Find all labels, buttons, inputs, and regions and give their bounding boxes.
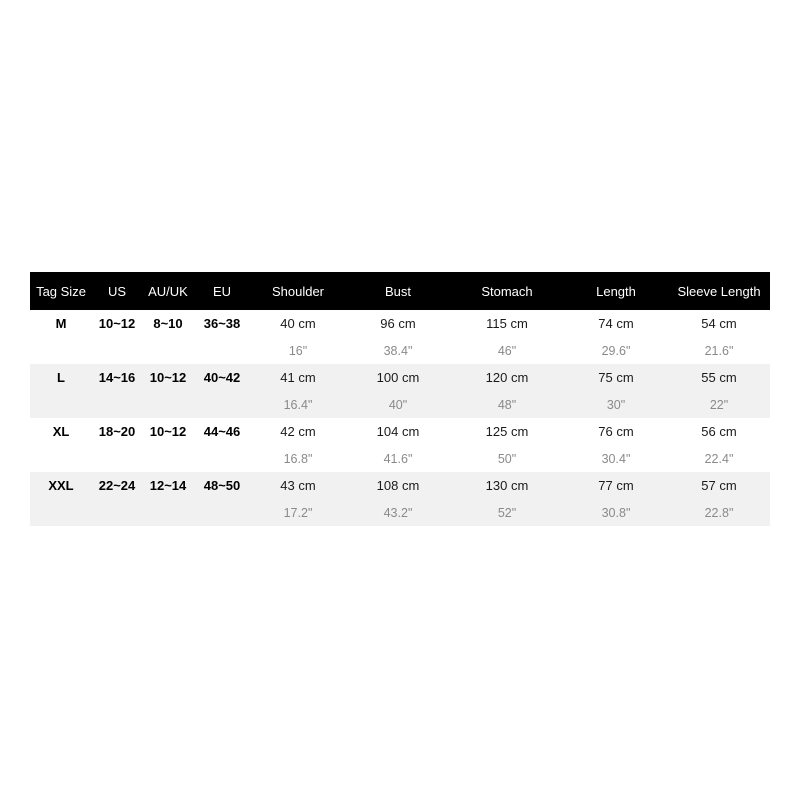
tag-size-cell: M xyxy=(55,316,67,331)
stomach-cm: 120 cm xyxy=(485,370,529,385)
length-cm: 77 cm xyxy=(598,478,634,493)
bust-inch: 40" xyxy=(388,397,408,412)
stomach-cm: 125 cm xyxy=(485,424,529,439)
length-cm: 76 cm xyxy=(598,424,634,439)
table-header-row xyxy=(30,272,770,310)
table-row-cm xyxy=(30,472,770,499)
eu-size-cell: 40~42 xyxy=(203,370,241,385)
sleeve-cm: 54 cm xyxy=(701,316,737,331)
tag-size-cell: XL xyxy=(52,424,70,439)
bust-cm: 104 cm xyxy=(376,424,420,439)
sleeve-inch: 21.6" xyxy=(704,343,734,358)
bust-cm: 108 cm xyxy=(376,478,420,493)
sleeve-cm: 55 cm xyxy=(701,370,737,385)
length-inch: 30.8" xyxy=(601,505,631,520)
table-row-inch xyxy=(30,445,770,472)
us-size-cell: 10~12 xyxy=(98,316,136,331)
eu-size-cell: 48~50 xyxy=(203,478,241,493)
header-stomach: Stomach xyxy=(481,283,533,299)
stomach-inch: 52" xyxy=(497,505,517,520)
shoulder-inch: 16.4" xyxy=(283,397,313,412)
bust-cm: 100 cm xyxy=(376,370,420,385)
length-inch: 29.6" xyxy=(601,343,631,358)
eu-size-cell: 44~46 xyxy=(203,424,241,439)
shoulder-cm: 41 cm xyxy=(280,370,316,385)
stomach-inch: 48" xyxy=(497,397,517,412)
bust-inch: 41.6" xyxy=(383,451,413,466)
length-inch: 30" xyxy=(606,397,626,412)
stomach-cm: 130 cm xyxy=(485,478,529,493)
stomach-cm: 115 cm xyxy=(486,316,528,331)
header-bust: Bust xyxy=(384,283,411,299)
tag-size-cell: XXL xyxy=(48,478,74,493)
header-tag-size: Tag Size xyxy=(36,283,86,299)
us-size-cell: 18~20 xyxy=(98,424,136,439)
header-shoulder: Shoulder xyxy=(271,283,325,299)
stomach-inch: 50" xyxy=(497,451,517,466)
table-row-inch xyxy=(30,499,770,526)
au-uk-size-cell: 10~12 xyxy=(149,424,187,439)
table-row-inch xyxy=(30,337,770,364)
us-size-cell: 22~24 xyxy=(98,478,136,493)
shoulder-cm: 43 cm xyxy=(280,478,316,493)
header-au-uk: AU/UK xyxy=(148,283,188,299)
header-us: US xyxy=(107,283,127,299)
stomach-inch: 46" xyxy=(497,343,517,358)
header-length: Length xyxy=(596,283,636,299)
bust-inch: 38.4" xyxy=(383,343,413,358)
size-row-xxl xyxy=(30,472,770,526)
shoulder-cm: 40 cm xyxy=(280,316,316,331)
length-cm: 75 cm xyxy=(598,370,634,385)
shoulder-inch: 17.2" xyxy=(283,505,313,520)
size-chart-table xyxy=(30,272,770,526)
length-inch: 30.4" xyxy=(601,451,631,466)
eu-size-cell: 36~38 xyxy=(203,316,241,331)
size-row-xl xyxy=(30,418,770,472)
bust-inch: 43.2" xyxy=(383,505,413,520)
au-uk-size-cell: 10~12 xyxy=(149,370,187,385)
sleeve-cm: 57 cm xyxy=(701,478,737,493)
size-row-m xyxy=(30,310,770,364)
bust-cm: 96 cm xyxy=(380,316,416,331)
shoulder-cm: 42 cm xyxy=(280,424,316,439)
length-cm: 74 cm xyxy=(598,316,634,331)
sleeve-inch: 22.4" xyxy=(704,451,734,466)
us-size-cell: 14~16 xyxy=(98,370,136,385)
au-uk-size-cell: 12~14 xyxy=(149,478,187,493)
table-row-cm xyxy=(30,310,770,337)
size-row-l xyxy=(30,364,770,418)
header-eu: EU xyxy=(212,283,232,299)
table-row-inch xyxy=(30,391,770,418)
sleeve-inch: 22" xyxy=(709,397,729,412)
table-row-cm xyxy=(30,418,770,445)
tag-size-cell: L xyxy=(57,370,65,385)
header-sleeve-length: Sleeve Length xyxy=(677,283,761,299)
sleeve-inch: 22.8" xyxy=(704,505,734,520)
shoulder-inch: 16.8" xyxy=(283,451,313,466)
au-uk-size-cell: 8~10 xyxy=(153,316,183,331)
table-row-cm xyxy=(30,364,770,391)
sleeve-cm: 56 cm xyxy=(701,424,737,439)
shoulder-inch: 16" xyxy=(288,343,308,358)
